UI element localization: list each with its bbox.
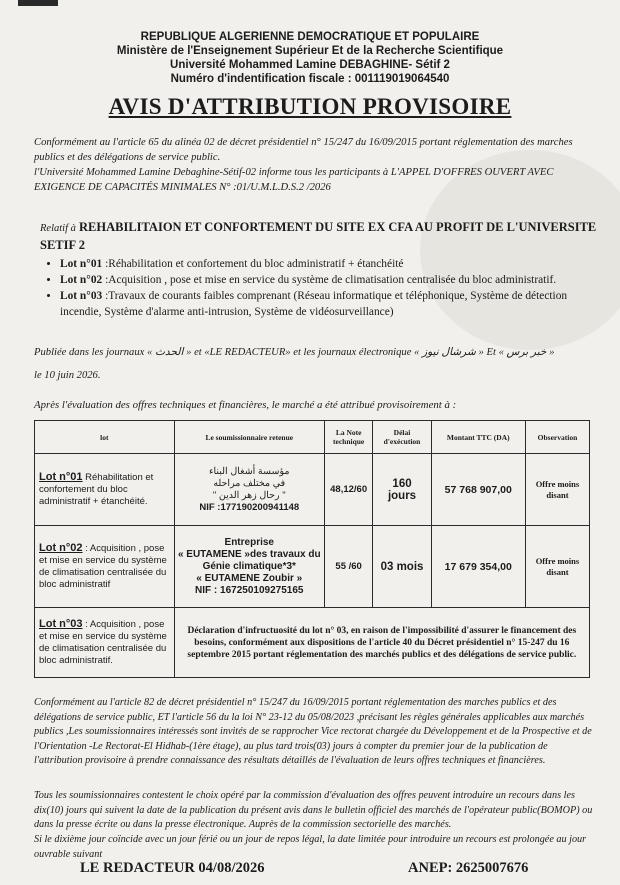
- footer: [0, 860, 620, 884]
- footer-anep: ANEP: 2625007676: [408, 860, 529, 876]
- col-header-note: La Note technique: [324, 421, 373, 454]
- montant-cell: 17 679 354,00: [431, 526, 525, 608]
- soumissionnaire-name-ar: في مختلف مراحله: [213, 477, 286, 489]
- col-header-observation: Observation: [525, 421, 589, 454]
- observation-cell: Offre moins disant: [525, 526, 589, 608]
- lot-description: : Acquisition , pose et mise en service du système de climatisation centralisée du bloc administratif: [39, 543, 167, 590]
- montant-cell: 57 768 907,00: [431, 454, 525, 526]
- results-table: [34, 420, 590, 678]
- relatif-prefix: Relatif à: [40, 223, 76, 234]
- closing-paragraph-1: Conformément au l'article 82 de décret présidentiel n° 15/247 du 16/09/2015 portant réglementation des marches publics et des délégations de service public, ET l'article 56 du la loi N° 23-12 du 05/08/2023 ,précisant les règles générales applicables aux marchés publics ,Les soumissionnaires intéressés sont invités de se rapprocher Vice rectorat chargée du Développement et de la Prospective et de l'Orientation -Le Rectorat-El Hidhab-(1ère étage), au plus tard trois(03) jours à compter du premier jour de la publication de l'attribution provisoire à prendre connaissance des résultats détaillés de l'évaluation de leurs offres techniques et financières.: [34, 697, 592, 766]
- lot-label: Lot n°01: [39, 471, 83, 483]
- nif-value: NIF :177190200941148: [199, 501, 300, 513]
- delai-unit: jours: [387, 489, 417, 502]
- note-cell: 55 /60: [324, 526, 373, 608]
- table-row: [35, 526, 590, 608]
- observation-cell: Offre moins disant: [525, 454, 589, 526]
- closing-paragraph-2: Tous les soumissionnaires contestent le choix opéré par la commission d'évaluation des offres peuvent introduire un recours dans les dix(10) jours qui suivent la date de la publication du présent avis dans le bulletin officiel des marchés de l'opérateur public(BOMOP) ou dans la presse écrite ou dans la presse électronique. Auprès de la commission sectorielle des marchés.: [34, 790, 593, 830]
- soumissionnaire-name-ar: مؤسسة أشغال البناء: [209, 465, 290, 477]
- list-item: [60, 256, 605, 272]
- lot-cell: [35, 608, 175, 678]
- soumissionnaire-cell: [174, 526, 324, 608]
- table-row: [35, 454, 590, 526]
- publication-date: le 10 juin 2026.: [34, 370, 101, 381]
- delai-cell: 03 mois: [373, 526, 431, 608]
- nif-value: NIF : 167250109275165: [195, 584, 304, 596]
- intro-paragraph-2: l'Université Mohammed Lamine Debaghine-Sétif-02 informe tous les participants à L'APPEL D'OFFRES OUVERT AVEC EXIGENCE DE CAPACITÉS MINIMALES N° :01/U.M.L.D.S.2 /2026: [34, 167, 554, 193]
- lot-label: Lot n°02: [39, 542, 83, 554]
- notice-title: AVIS D'ATTRIBUTION PROVISOIRE: [108, 94, 512, 119]
- lot-description: :Réhabilitation et confortement du bloc administratif + étanchéité: [105, 258, 404, 270]
- header-line-1: REPUBLIQUE ALGERIENNE DEMOCRATIQUE ET POPULAIRE: [140, 31, 480, 43]
- lot-label: Lot n°03: [39, 618, 83, 630]
- relatif-heading: [40, 219, 600, 253]
- soumissionnaire-line: « EUTAMENE Zoubir »: [196, 572, 303, 584]
- list-item: [60, 272, 605, 288]
- closing-paragraph-3: Si le dixième jour coïncide avec un jour férié ou un jour de repos légal, la date limitée pour introduire un recours est prolongée au jour ouvrable suivant: [34, 834, 587, 860]
- table-header-row: [35, 421, 590, 454]
- col-header-lot: lot: [35, 421, 175, 454]
- lot-cell: [35, 454, 175, 526]
- lot-cell: [35, 526, 175, 608]
- lot-description: :Acquisition , pose et mise en service du système de climatisation centralisée du bloc administratif.: [105, 274, 557, 286]
- header-line-4: Numéro d'indentification fiscale : 001119019064540: [170, 73, 450, 85]
- soumissionnaire-line: « EUTAMENE »des travaux du Génie climatique*3*: [177, 548, 321, 572]
- intro-paragraph-1: Conformément au l'article 65 du alinéa 02 de décret présidentiel n° 15/247 du 16/09/2015 portant réglementation des marches publics et des délégations de service public.: [34, 137, 573, 163]
- soumissionnaire-cell: [174, 454, 324, 526]
- delai-value: 160: [392, 477, 412, 490]
- note-cell: 48,12/60: [324, 454, 373, 526]
- soumissionnaire-name-ar: " رحال زهر الدين ": [212, 489, 286, 501]
- lot-label: Lot n°01: [60, 258, 103, 270]
- delai-cell: [373, 454, 431, 526]
- declaration-cell: Déclaration d'infructuosité du lot n° 03, en raison de l'impossibilité d'assurer le financement des besoins, conformément aux dispositions de l'article 40 du Décret présidentiel n° 15-247 du 16 septembre 2015 portant réglementation des marchés publics et des délégations de service public.: [174, 608, 589, 678]
- col-header-delai: Délai d'exécution: [373, 421, 431, 454]
- relatif-text: REHABILITAION ET CONFORTEMENT DU SITE EX CFA AU PROFIT DE L'UNIVERSITE SETIF 2: [40, 220, 597, 252]
- table-row: [35, 608, 590, 678]
- col-header-soumissionnaire: Le soumissionnaire retenue: [174, 421, 324, 454]
- lot-description: :Travaux de courants faibles comprenant (Réseau informatique et téléphonique, Système de détection incendie, Système d'alarme anti-intrusion, Système de vidéosurveillance): [60, 290, 568, 318]
- col-header-montant: Montant TTC (DA): [431, 421, 525, 454]
- soumissionnaire-line: Entreprise: [224, 536, 274, 548]
- lots-list: [40, 256, 605, 320]
- top-edge-mark: [18, 0, 58, 6]
- lot-label: Lot n°03: [60, 290, 103, 302]
- evaluation-line: Après l'évaluation des offres techniques et financières, le marché a été attribué provisoirement à :: [34, 399, 457, 411]
- list-item: [60, 288, 605, 320]
- lot-description: Réhabilitation et confortement du bloc administratif + étanchéité.: [39, 472, 154, 507]
- publication-line: Publiée dans les journaux « الحدث » et «LE REDACTEUR» et les journaux électronique « شرشال نيوز » Et « خبر برس »: [34, 347, 555, 358]
- lot-label: Lot n°02: [60, 274, 103, 286]
- header-line-3: Université Mohammed Lamine DEBAGHINE- Sétif 2: [170, 59, 450, 71]
- footer-publication: LE REDACTEUR 04/08/2026: [80, 860, 265, 876]
- lot-description: : Acquisition , pose et mise en service du système de climatisation centralisée du bloc administratif.: [39, 619, 167, 666]
- header-line-2: Ministère de l'Enseignement Supérieur Et de la Recherche Scientifique: [116, 45, 504, 57]
